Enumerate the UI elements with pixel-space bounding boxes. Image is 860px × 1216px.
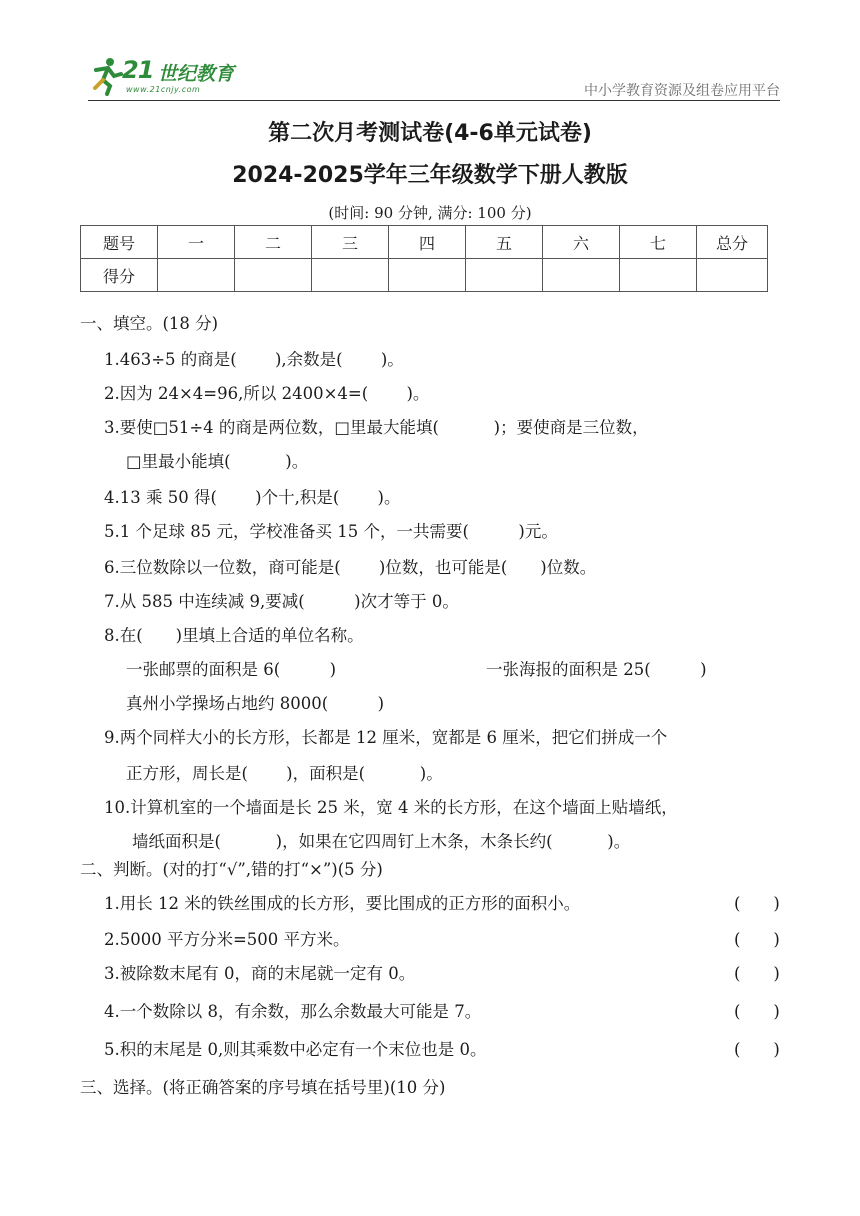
logo-number: 21 [122,56,154,84]
judgement-item: 3.被除数末尾有 0，商的末尾就一定有 0。 [104,964,416,983]
running-person-logo-icon [88,56,124,96]
question-line: 8.在( )里填上合适的单位名称。 [104,626,364,645]
judgement-item: 1.用长 12 米的铁丝围成的长方形，要比围成的正方形的面积小。 [104,894,581,913]
score-table-score-row [81,259,768,292]
section3-heading: 三、选择。(将正确答案的序号填在括号里)(10 分) [80,1078,446,1097]
table-cell: 总分 [697,226,768,259]
table-cell: 三 [312,226,389,259]
answer-bracket[interactable]: ( ) [734,930,780,949]
logo [88,56,258,100]
score-table [80,225,768,292]
platform-name: 中小学教育资源及组卷应用平台 [584,83,780,99]
question-line: 5.1 个足球 85 元，学校准备买 15 个，一共需要( )元。 [104,522,558,541]
question-line: 4.13 乘 50 得( )个十,积是( )。 [104,488,401,507]
question-line: 真州小学操场占地约 8000( ) [126,694,385,713]
answer-bracket[interactable]: ( ) [734,894,780,913]
question-line: 一张海报的面积是 25( ) [486,660,707,679]
table-cell: 二 [235,226,312,259]
score-cell[interactable] [543,259,620,292]
table-cell: 得分 [81,259,158,292]
question-line: 1.463÷5 的商是( ),余数是( )。 [104,350,404,369]
question-line: 2.因为 24×4=96,所以 2400×4=( )。 [104,384,430,403]
question-line: 10.计算机室的一个墙面是长 25 米，宽 4 米的长方形，在这个墙面上贴墙纸， [104,798,678,817]
judgement-item: 2.5000 平方分米=500 平方米。 [104,930,350,949]
header-divider [88,100,780,101]
table-cell: 四 [389,226,466,259]
logo-text: 世纪教育 [158,63,235,85]
table-cell: 七 [620,226,697,259]
section1-heading: 一、填空。(18 分) [80,314,219,333]
exam-time-score: (时间: 90 分钟, 满分: 100 分) [328,204,532,222]
score-cell[interactable] [158,259,235,292]
question-line: 墙纸面积是( )，如果在它四周钉上木条，木条长约( )。 [132,832,631,851]
score-cell[interactable] [466,259,543,292]
question-line: 一张邮票的面积是 6( ) [126,660,337,679]
score-cell[interactable] [235,259,312,292]
question-line: 3.要使□51÷4 的商是两位数，□里最大能填( )；要使商是三位数， [104,418,649,437]
table-cell: 一 [158,226,235,259]
score-table-header-row [81,226,768,259]
question-line: □里最小能填( )。 [126,452,309,471]
question-line: 7.从 585 中连续减 9,要减( )次才等于 0。 [104,592,459,611]
score-cell[interactable] [389,259,466,292]
answer-bracket[interactable]: ( ) [734,1002,780,1021]
score-cell[interactable] [697,259,768,292]
logo-url: www.21cnjy.com [126,85,201,94]
judgement-item: 4.一个数除以 8，有余数，那么余数最大可能是 7。 [104,1002,482,1021]
table-cell: 五 [466,226,543,259]
question-line: 6.三位数除以一位数，商可能是( )位数，也可能是( )位数。 [104,558,597,577]
question-line: 正方形，周长是( )，面积是( )。 [126,764,443,783]
section2-heading: 二、判断。(对的打“√”,错的打“×”)(5 分) [80,860,383,879]
table-cell: 六 [543,226,620,259]
question-line: 9.两个同样大小的长方形，长都是 12 厘米，宽都是 6 厘米，把它们拼成一个 [104,728,668,747]
answer-bracket[interactable]: ( ) [734,964,780,983]
judgement-item: 5.积的末尾是 0,则其乘数中必定有一个末位也是 0。 [104,1040,487,1059]
exam-subtitle-title: 2024-2025学年三年级数学下册人教版 [232,163,628,188]
score-cell[interactable] [620,259,697,292]
answer-bracket[interactable]: ( ) [734,1040,780,1059]
exam-title: 第二次月考测试卷(4-6单元试卷) [268,121,592,146]
table-cell: 题号 [81,226,158,259]
score-cell[interactable] [312,259,389,292]
